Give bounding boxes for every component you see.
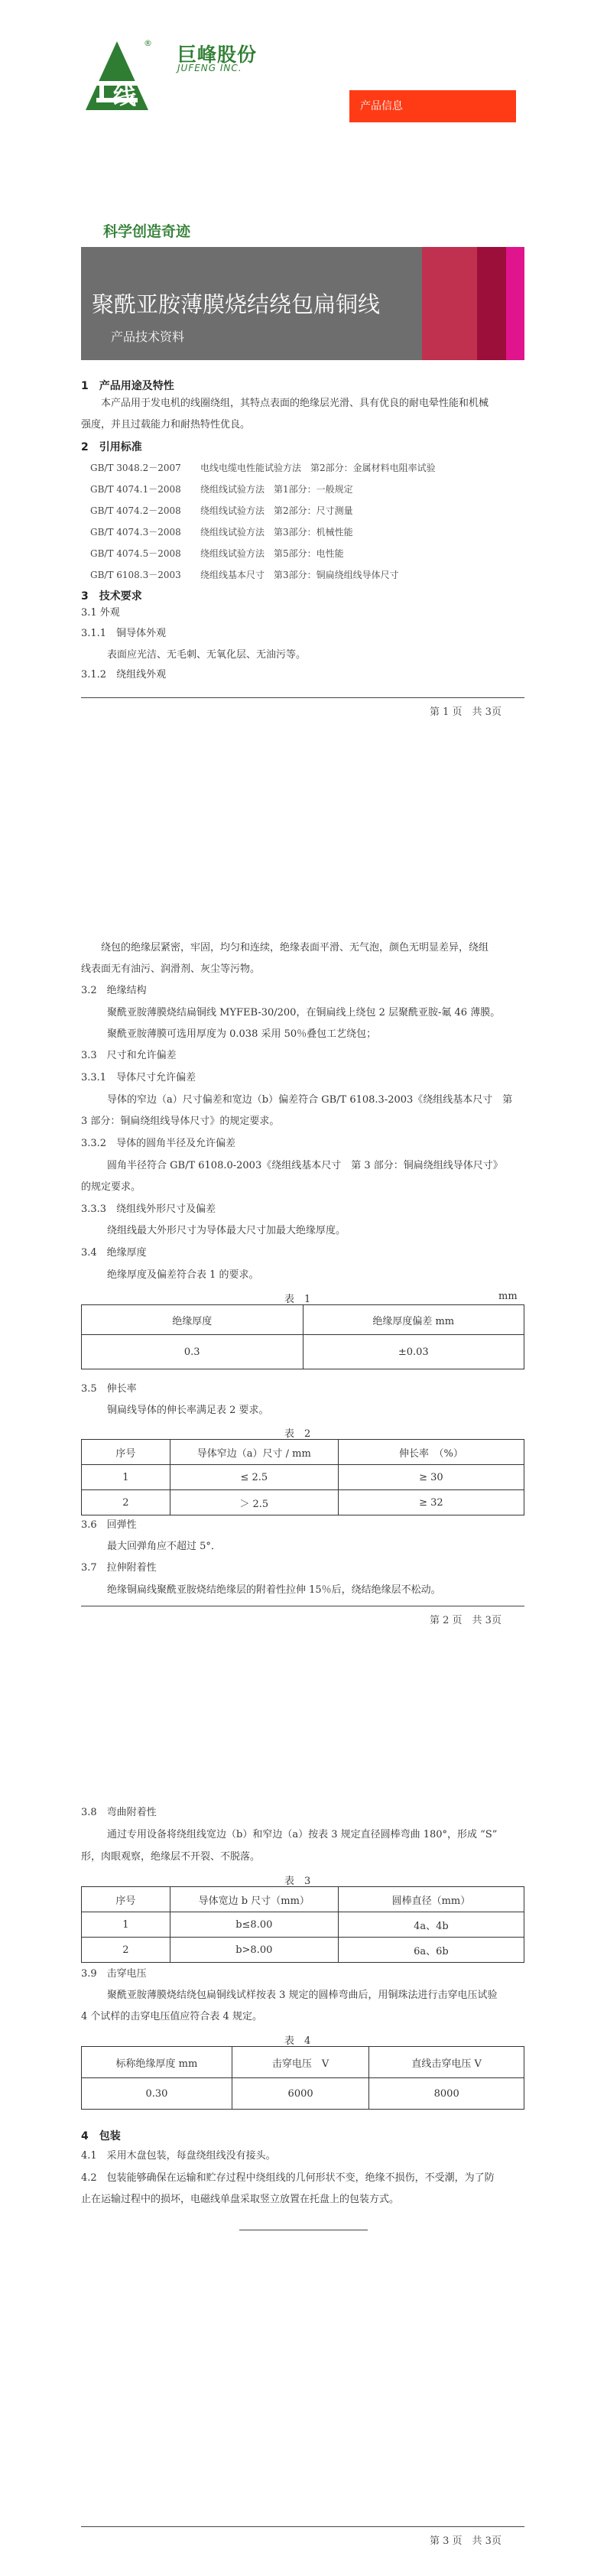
section-3-5-title: 3.5 伸长率 xyxy=(81,1383,137,1395)
section-3-3-1-text1: 导体的窄边（a）尺寸偏差和宽边（b）偏差符合 GB/T 6108.3-2003《绕组线基本尺寸 第 xyxy=(107,1094,513,1106)
table-cell: 2 xyxy=(82,1938,170,1963)
section-3-4-text: 绝缘厚度及偏差符合表 1 的要求。 xyxy=(107,1269,259,1281)
table-cell: 0.3 xyxy=(82,1335,304,1369)
table-cell: ±0.03 xyxy=(303,1335,524,1369)
table-cell: 0.30 xyxy=(82,2078,232,2110)
section-3-9-text2: 4 个试样的击穿电压值应符合表 4 规定。 xyxy=(81,2011,262,2022)
section-3-5-text: 铜扁线导体的伸长率满足表 2 要求。 xyxy=(107,1405,269,1416)
section-3-7-text: 绝缘铜扁线聚酰亚胺烧结绝缘层的附着性拉伸 15％后，绕结绝缘层不松动。 xyxy=(107,1584,441,1596)
table-cell: ＞ 2.5 xyxy=(170,1490,338,1515)
table-header-cell: 圆棒直径（mm） xyxy=(338,1887,524,1912)
table-cell: 6a、6b xyxy=(338,1938,524,1963)
table-header-cell: 绝缘厚度 xyxy=(82,1305,304,1335)
table-header-cell: 绝缘厚度偏差 mm xyxy=(303,1305,524,1335)
standard-code: GB/T 6108.3－2003 xyxy=(90,570,181,580)
table-header-cell: 击穿电压 V xyxy=(232,2047,368,2078)
banner-band-1 xyxy=(422,247,477,360)
table-1 xyxy=(81,1304,524,1369)
standard-code: GB/T 4074.5－2008 xyxy=(90,548,181,559)
table-row xyxy=(82,1465,524,1490)
section-3-3-2-title: 3.3.2 导体的圆角半径及允许偏差 xyxy=(81,1138,236,1149)
table-3 xyxy=(81,1886,524,1963)
table-cell: 1 xyxy=(82,1912,170,1938)
product-info-tab[interactable]: 产品信息 xyxy=(349,90,516,122)
section-1-paragraph-line2: 强度，并且过载能力和耐热特性优良。 xyxy=(81,419,251,430)
section-3-3-3-text: 绕组线最大外形尺寸为导体最大尺寸加最大绝缘厚度。 xyxy=(107,1225,346,1236)
table-row xyxy=(82,1335,524,1369)
table-cell: 8000 xyxy=(369,2078,524,2110)
table-header-row xyxy=(82,1305,524,1335)
registered-mark: ® xyxy=(144,38,152,48)
section-4-2-text1: 4.2 包装能够确保在运输和贮存过程中绕组线的几何形状不变，绝缘不损伤，不受潮，为了防 xyxy=(81,2172,495,2184)
table-header-row xyxy=(82,1887,524,1912)
section-3-1-title: 3.1 外观 xyxy=(81,607,120,619)
section-4-2-text2: 止在运输过程中的损坏，电磁线单盘采取竖立放置在托盘上的包装方式。 xyxy=(81,2194,400,2205)
section-3-3-1-text2: 3 部分：铜扁绕组线导体尺寸》的规定要求。 xyxy=(81,1116,280,1127)
standard-name: 绕组线试验方法 第1部分：一般规定 xyxy=(200,484,353,495)
section-3-6-title: 3.6 回弹性 xyxy=(81,1519,137,1531)
banner-band-3 xyxy=(506,247,524,360)
section-3-2-text2: 聚酰亚胺薄膜可选用厚度为 0.038 采用 50％叠包工艺绕包； xyxy=(107,1028,377,1040)
table-header-row xyxy=(82,1440,524,1465)
table-row xyxy=(82,2078,524,2110)
table-header-cell: 导体宽边 b 尺寸（mm） xyxy=(170,1887,338,1912)
table-1-caption: 表 1 xyxy=(284,1294,311,1305)
table-1-unit: mm xyxy=(498,1291,518,1302)
table-cell: 6000 xyxy=(232,2078,368,2110)
table-3-caption: 表 3 xyxy=(284,1876,311,1887)
slogan: 科学创造奇迹 xyxy=(103,223,191,240)
section-3-6-text: 最大回弹角应不超过 5°． xyxy=(107,1541,221,1552)
section-3-title: 3 技术要求 xyxy=(81,590,142,603)
appearance-paragraph-line1: 绕包的绝缘层紧密，牢固，均匀和连续，绝缘表面平滑、无气泡，颜色无明显差异，绕组 xyxy=(101,942,489,953)
table-cell: ≤ 2.5 xyxy=(170,1465,338,1490)
section-3-2-title: 3.2 绝缘结构 xyxy=(81,985,147,996)
table-cell: ≥ 32 xyxy=(338,1490,524,1515)
table-cell: 1 xyxy=(82,1465,170,1490)
section-3-1-1-title: 3.1.1 铜导体外观 xyxy=(81,628,167,639)
brand-name-cn: 巨峰股份 xyxy=(177,44,258,66)
table-row xyxy=(82,1938,524,1963)
table-cell: 4a、4b xyxy=(338,1912,524,1938)
table-header-cell: 标称绝缘厚度 mm xyxy=(82,2047,232,2078)
table-header-cell: 直线击穿电压 V xyxy=(369,2047,524,2078)
table-4-caption: 表 4 xyxy=(284,2035,311,2047)
section-3-7-title: 3.7 拉伸附着性 xyxy=(81,1562,157,1574)
banner-band-2 xyxy=(477,247,506,360)
page-footer: 第 1 页 共 3页 xyxy=(430,707,502,718)
standard-name: 绕组线试验方法 第3部分：机械性能 xyxy=(200,527,353,538)
section-3-2-text1: 聚酰亚胺薄膜烧结扁铜线 MYFEB-30/200，在铜扁线上绕包 2 层聚酰亚胺-氟 46 薄膜。 xyxy=(107,1007,501,1018)
table-row xyxy=(82,1490,524,1515)
table-row xyxy=(82,1912,524,1938)
table-2 xyxy=(81,1439,524,1515)
standard-name: 绕组线试验方法 第5部分：电性能 xyxy=(200,548,344,559)
table-2-caption: 表 2 xyxy=(284,1428,311,1440)
document-title: 聚酰亚胺薄膜烧结绕包扁铜线 xyxy=(92,291,381,317)
table-header-cell: 导体窄边（a）尺寸 / mm xyxy=(170,1440,338,1465)
table-cell: ≥ 30 xyxy=(338,1465,524,1490)
table-cell: b>8.00 xyxy=(170,1938,338,1963)
standard-code: GB/T 4074.1－2008 xyxy=(90,484,181,495)
table-header-cell: 序号 xyxy=(82,1887,170,1912)
table-cell: b≤8.00 xyxy=(170,1912,338,1938)
section-3-3-1-title: 3.3.1 导体尺寸允许偏差 xyxy=(81,1072,196,1083)
section-3-8-text2: 形，肉眼观察，绝缘层不开裂、不脱落。 xyxy=(81,1851,261,1863)
logo-glyph: 线 xyxy=(113,83,136,110)
document-subtitle: 产品技术资料 xyxy=(111,330,185,344)
section-3-3-2-text2: 的规定要求。 xyxy=(81,1181,141,1193)
appearance-paragraph-line2: 线表面无有油污、润滑剂、灰尘等污物。 xyxy=(81,963,261,975)
table-header-cell: 伸长率 （%） xyxy=(338,1440,524,1465)
page-footer: 第 3 页 共 3页 xyxy=(430,2535,502,2547)
section-3-3-2-text1: 圆角半径符合 GB/T 6108.0-2003《绕组线基本尺寸 第 3 部分：铜扁绕组线导体尺寸》 xyxy=(107,1160,503,1171)
section-4-1-text: 4.1 采用木盘包装，每盘绕组线没有接头。 xyxy=(81,2150,276,2162)
page-footer: 第 2 页 共 3页 xyxy=(430,1615,502,1626)
section-3-9-text1: 聚酰亚胺薄膜烧结绕包扁铜线试样按表 3 规定的圆棒弯曲后，用铜珠法进行击穿电压试验 xyxy=(107,1990,498,2001)
standard-name: 电线电缆电性能试验方法 第2部分：金属材料电阻率试验 xyxy=(200,463,436,473)
section-3-1-2-title: 3.1.2 绕组线外观 xyxy=(81,669,167,681)
section-3-1-1-text: 表面应光洁、无毛刺、无氧化层、无油污等。 xyxy=(107,649,307,661)
section-1-title: 1 产品用途及特性 xyxy=(81,380,174,392)
standard-name: 绕组线基本尺寸 第3部分：铜扁绕组线导体尺寸 xyxy=(200,570,399,580)
section-3-8-text1: 通过专用设备将绕组线宽边（b）和窄边（a）按表 3 规定直径圆棒弯曲 180°，形成 “S” xyxy=(107,1829,498,1840)
table-4 xyxy=(81,2046,524,2110)
company-logo xyxy=(83,38,151,113)
standard-code: GB/T 3048.2－2007 xyxy=(90,463,181,473)
standard-name: 绕组线试验方法 第2部分：尺寸测量 xyxy=(200,505,353,516)
section-3-8-title: 3.8 弯曲附着性 xyxy=(81,1807,157,1818)
section-2-title: 2 引用标准 xyxy=(81,441,142,453)
section-1-paragraph-line1: 本产品用于发电机的线圈绕组，其特点表面的绝缘层光滑、具有优良的耐电晕性能和机械 xyxy=(101,398,489,409)
footer-rule xyxy=(81,697,524,698)
table-header-cell: 序号 xyxy=(82,1440,170,1465)
brand-name-en: JUFENG INC. xyxy=(177,63,242,73)
section-3-4-title: 3.4 绝缘厚度 xyxy=(81,1247,147,1259)
footer-rule xyxy=(81,2526,524,2527)
section-3-3-3-title: 3.3.3 绕组线外形尺寸及偏差 xyxy=(81,1204,216,1215)
section-4-title: 4 包装 xyxy=(81,2130,121,2142)
standard-code: GB/T 4074.3－2008 xyxy=(90,527,181,538)
section-3-9-title: 3.9 击穿电压 xyxy=(81,1968,147,1980)
standard-code: GB/T 4074.2－2008 xyxy=(90,505,181,516)
table-header-row xyxy=(82,2047,524,2078)
table-cell: 2 xyxy=(82,1490,170,1515)
section-3-3-title: 3.3 尺寸和允许偏差 xyxy=(81,1050,177,1061)
